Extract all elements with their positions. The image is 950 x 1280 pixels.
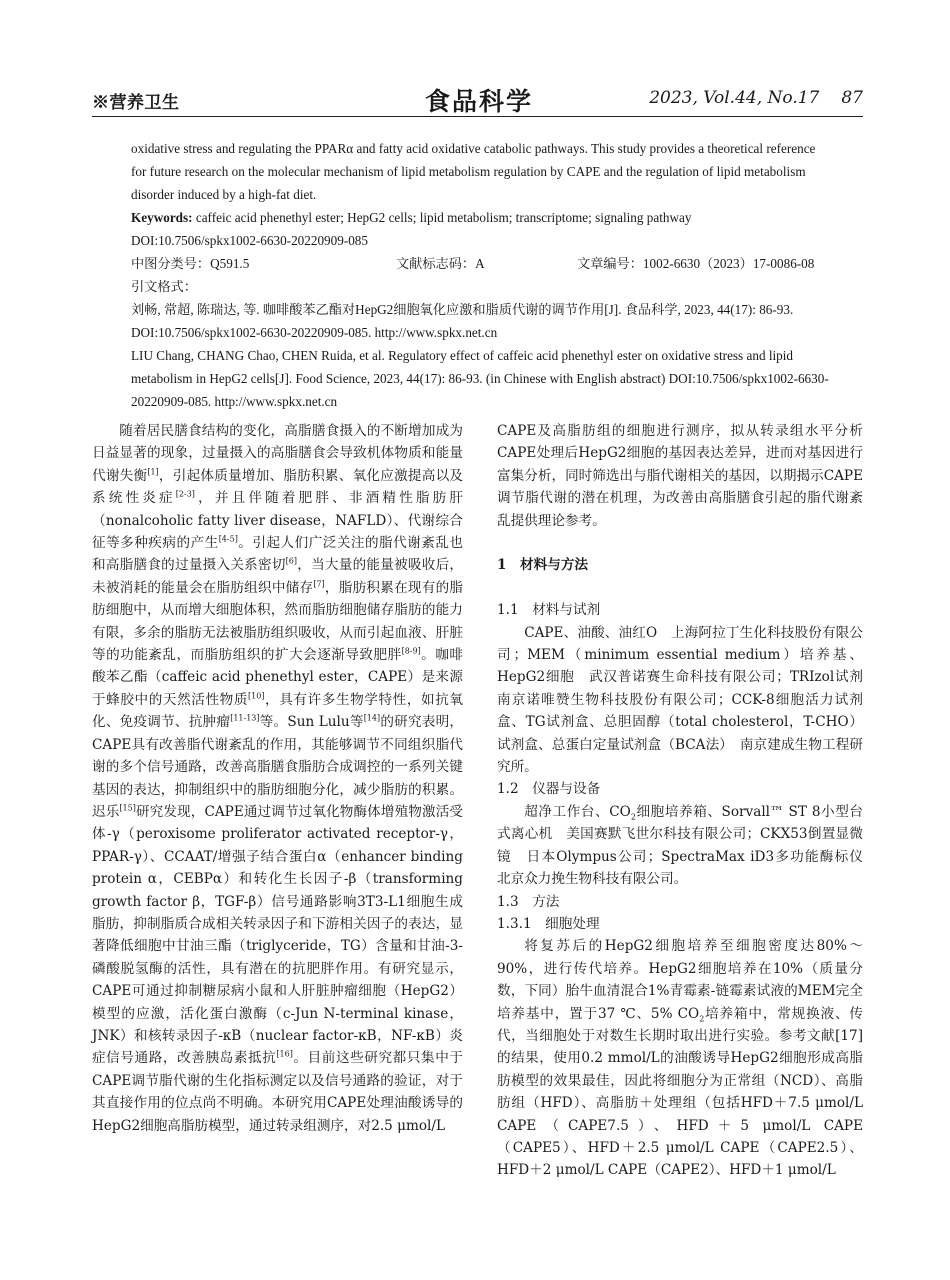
intro-paragraph: 随着居民膳食结构的变化，高脂膳食摄入的不断增加成为日益显著的现象，过量摄入的高脂膳食会导致机体物质和能量代谢失衡[1]，引起体质量增加、脂肪积累、氧化应激提高以及系统性炎症[2-3]，并且伴随着肥胖、非酒精性脂肪肝（nonalcoholic fatty liver disease，NAFLD）、代谢综合征等多种疾病的产生[4-5]。引起人们广泛关注的脂代谢紊乱也和高脂膳食的过量摄入关系密切[6]，当大量的能量被吸收后，未被消耗的能量会在脂肪组织中储存[7]，脂肪积累在现有的脂肪细胞中，从而增大细胞体积，然而脂肪细胞储存脂肪的能力有限，多余的脂肪无法被脂肪组织吸收，从而引起血液、肝脏等的功能紊乱，而脂肪组织的扩大会逐渐导致肥胖[8-9]。咖啡酸苯乙酯（caffeic acid phenethyl ester，CAPE）是来源于蜂胶中的天然活性物质[10]，具有许多生物学特性，如抗氧化、免疫调节、抗肿瘤[11-13]等。Sun Lulu等[14]的研究表明，CAPE具有改善脂代谢紊乱的作用，其能够调节不同组织脂代谢的多个信号通路，改善高脂膳食脂肪合成调控的一系列关键基因的表达，抑制组织中的脂肪细胞分化，减少脂肪的积累。迟乐[15]研究发现，CAPE通过调节过氧化物酶体增殖物激活受体-γ（peroxisome proliferator activated receptor-γ，PPAR-γ）、CCAAT/增强子结合蛋白α（enhancer binding protein α，CEBPα）和转化生长因子-β（transforming growth factor β，TGF-β）信号通路影响3T3-L1细胞生成脂肪，抑制脂质合成相关转录因子和下游相关因子的表达，显著降低细胞中甘油三酯（triglyceride，TG）含量和甘油-3-磷酸脱氢酶的活性，具有潜在的抗肥胖作用。有研究显示，CAPE可通过抑制糖尿病小鼠和人肝脏肿瘤细胞（HepG2）模型的应激，活化蛋白激酶（c-Jun N-terminal kinase，JNK）和核转录因子-κB（nuclear factor-κB，NF-κB）炎症信号通路，改善胰岛素抵抗[16]。目前这些研究都只集中于CAPE调节脂代谢的生化指标测定以及信号通路的验证，对于其直接作用的位点尚不明确。本研究用CAPE处理油酸诱导的HepG2细胞高脂肪模型，通过转录组测序，对2.5 μmol/L xyxy=(92,423,464,1134)
ref-4-5[interactable]: [4-5] xyxy=(218,534,238,544)
ref-6[interactable]: [6] xyxy=(285,556,298,566)
subsection-1-3-1: 1.3.1 细胞处理 xyxy=(497,915,600,932)
ref-2-3[interactable]: [2-3] xyxy=(175,489,195,499)
ref-10[interactable]: [10] xyxy=(248,691,265,701)
intro-paragraph-end: CAPE及高脂肪组的细胞进行测序，拟从转录组水平分析CAPE处理后HepG2细胞的基因表达差异，进而对基因进行富集分析，同时筛选出与脂代谢相关的基因，以期揭示CAPE调节脂代谢的潜在机理，为改善由高脂膳食引起的脂代谢紊乱提供理论参考。 xyxy=(497,423,863,529)
method-text: 将复苏后的HepG2细胞培养至细胞密度达80%～90%，进行传代培养。HepG2细胞培养在10%（质量分数，下同）胎牛血清混合1%青霉素-链霉素试液的MEM完全培养基中，置于37 ℃、5% $CO_2$培养箱中，常规换液、传代，当细胞处于对数生长期时取出进行实验。参考文献[17]的结果，使用0.2 mmol/L的油酸诱导HepG2细胞形成高脂肪模型的效果最佳，因此将细胞分为正常组（NCD）、高脂肪组（HFD）、高脂肪＋处理组（包括HFD＋7.5 μmol/L CAPE（CAPE7.5）、HFD＋5 μmol/L CAPE（CAPE5）、HFD＋2.5 μmol/L CAPE（CAPE2.5）、HFD＋2 μmol/L CAPE（CAPE2）、HFD＋1 μmol/L xyxy=(497,938,863,1179)
left-column xyxy=(92,420,463,1137)
citation-english: LIU Chang, CHANG Chao, CHEN Ruida, et al. Regulatory effect of caffeic acid phenethyl ester on oxidative stress and lipid metabolism in HepG2 cells[J]. Food Science, 2023, 44(17): 86-93. (in Chinese with English abstract) DOI:10.7506/spkx1002-6630-20220909-085. http://www.spkx.net.cn xyxy=(131,348,829,409)
abstract-continuation: oxidative stress and regulating the PPARα and fatty acid oxidative catabolic pathways. This study provides a theoretical reference for future research on the molecular mechanism of lipid metabolism regulation by CAPE and the regulation of lipid metabolism disorder induced by a high-fat diet. xyxy=(131,141,816,202)
right-column xyxy=(497,420,877,1182)
doi-line: DOI:10.7506/spkx1002-6630-20220909-085 xyxy=(131,233,368,248)
ref-1[interactable]: [1] xyxy=(147,467,159,477)
article-number: 文章编号：1002-6630（2023）17-0086-08 xyxy=(577,256,815,271)
keywords-line xyxy=(131,206,831,229)
running-header xyxy=(92,84,863,114)
subsection-1-2: 1.2 仪器与设备 xyxy=(497,781,601,798)
subsection-1-1: 1.1 材料与试剂 xyxy=(497,602,601,619)
subsection-1-3: 1.3 方法 xyxy=(497,893,560,910)
clc-number: 中图分类号：Q591.5 xyxy=(131,256,250,271)
ref-16[interactable]: [16] xyxy=(276,1049,293,1059)
materials-text: CAPE、油酸、油红O 上海阿拉丁生化科技股份有限公司；MEM（minimum essential medium）培养基、HepG2细胞 武汉普诺赛生命科技有限公司；TRIzol试剂 南京诺唯赞生物科技股份有限公司；CCK-8细胞活力试剂盒、TG试剂盒、总胆固醇（total cholesterol，T-CHO）试剂盒、总蛋白定量试剂盒（BCA法） 南京建成生物工程研究所。 xyxy=(497,624,877,776)
ref-15[interactable]: [15] xyxy=(119,803,136,813)
ref-7[interactable]: [7] xyxy=(313,579,325,589)
keywords-text: caffeic acid phenethyl ester; HepG2 cells; lipid metabolism; transcriptome; signaling pathway xyxy=(192,210,692,225)
document-code: 文献标志码：A xyxy=(396,256,485,271)
ref-11-13[interactable]: [11-13] xyxy=(230,713,260,723)
section-label: ※营养卫生 xyxy=(92,93,180,113)
abstract-block xyxy=(131,137,831,413)
page-number: 87 xyxy=(841,88,863,108)
keywords-label: Keywords: xyxy=(131,210,193,225)
classification-line xyxy=(131,252,831,275)
header-rule xyxy=(92,116,863,117)
journal-title: 食品科学 xyxy=(425,87,534,116)
ref-8-9[interactable]: [8-9] xyxy=(401,646,421,656)
section-heading-1: 1 材料与方法 xyxy=(497,557,589,574)
citation-label: 引文格式： xyxy=(131,279,197,294)
ref-14[interactable]: [14] xyxy=(363,713,381,723)
equipment-text: 超净工作台、$CO_2$细胞培养箱、Sorvall™ ST 8小型台式离心机 美国赛默飞世尔科技有限公司；CKX53倒置显微镜 日本Olympus公司；SpectraMax iD3多功能酶标仪 北京众力挽生物科技有限公司。 xyxy=(497,803,877,888)
volume-text: 2023, Vol.44, No.17 xyxy=(649,88,820,108)
volume-info xyxy=(649,88,863,108)
citation-chinese: 刘畅, 常超, 陈瑞达, 等. 咖啡酸苯乙酯对HepG2细胞氧化应激和脂质代谢的调节作用[J]. 食品科学, 2023, 44(17): 86-93. DOI:10.7506/spkx1002-6630-20220909-085. http://www.spkx.net.cn xyxy=(131,302,794,340)
